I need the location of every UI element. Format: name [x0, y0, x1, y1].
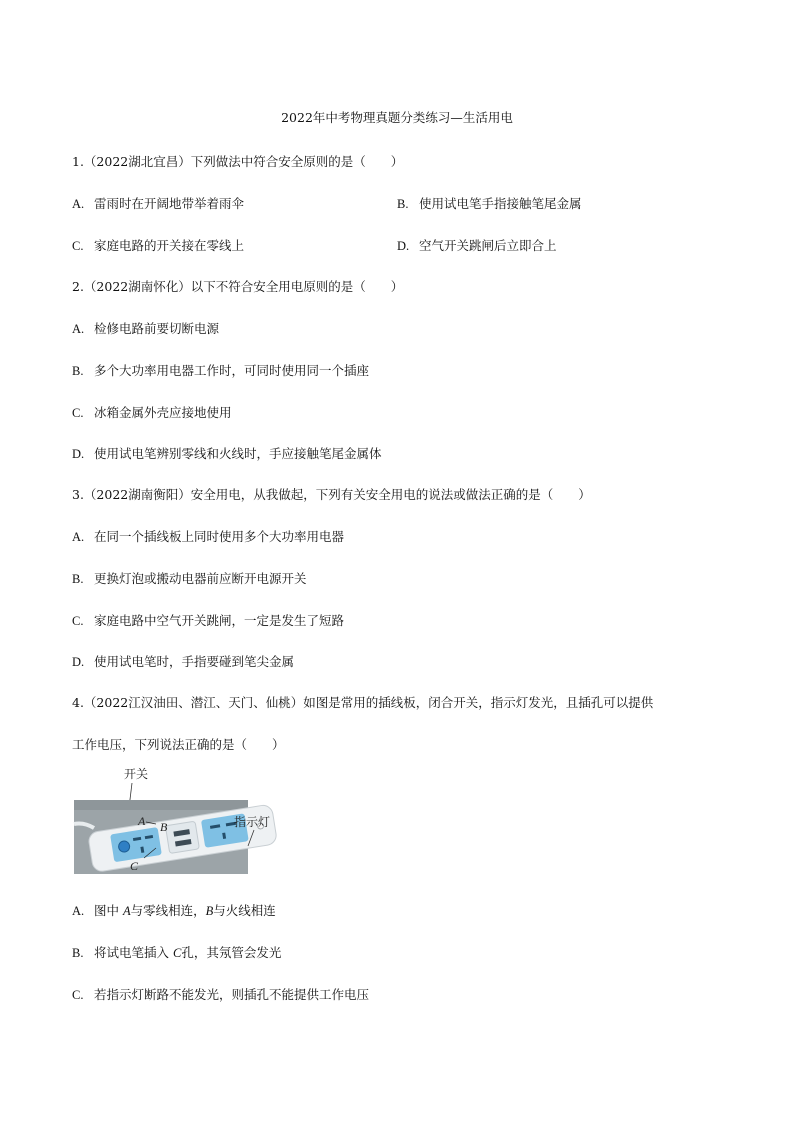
q1-option-a [72, 194, 244, 212]
option-label: A. [72, 322, 85, 336]
option-label: A. [72, 197, 85, 211]
option-text: 空气开关跳闸后立即合上 [419, 238, 557, 253]
option-label: D. [72, 655, 85, 669]
option-text: 使用试电笔手指接触笔尾金属 [419, 196, 582, 211]
label-b: B [160, 820, 168, 834]
option-label: C. [72, 406, 84, 420]
socket-group-2 [165, 821, 199, 853]
option-label: B. [397, 197, 409, 211]
photo-shadow [74, 800, 248, 810]
q1-option-b [397, 194, 582, 212]
option-text-pre: 将试电笔插入 [94, 945, 173, 960]
q2-option-b [72, 361, 369, 379]
option-text: 家庭电路中空气开关跳闸，一定是发生了短路 [94, 613, 345, 628]
q3-option-c [72, 611, 344, 629]
question-3-stem: 3.（2022湖南衡阳）安全用电，从我做起，下列有关安全用电的说法或做法正确的是（ ） [72, 487, 591, 502]
q3-option-d [72, 652, 294, 670]
option-text: 雷雨时在开阔地带举着雨伞 [94, 196, 245, 211]
q2-option-a [72, 319, 219, 337]
option-text: 检修电路前要切断电源 [94, 321, 220, 336]
label-c: C [130, 859, 139, 873]
label-a: A [138, 814, 146, 828]
option-label: A. [72, 530, 85, 544]
option-text: 使用试电笔时，手指要碰到笔尖金属 [94, 654, 295, 669]
option-label: D. [397, 239, 410, 253]
option-text-pre: 图中 [94, 903, 123, 918]
q2-option-d [72, 444, 382, 462]
option-text: 使用试电笔辨别零线和火线时，手应接触笔尾金属体 [94, 446, 382, 461]
q4-option-a [72, 901, 276, 919]
option-text-post: 与火线相连 [213, 903, 276, 918]
option-text: 更换灯泡或搬动电器前应断开电源开关 [94, 571, 307, 586]
page-title: 2022年中考物理真题分类练习—生活用电 [281, 110, 513, 125]
question-4-stem-line-2: 工作电压，下列说法正确的是（ ） [72, 737, 285, 752]
q3-option-b [72, 569, 307, 587]
option-text: 冰箱金属外壳应接地使用 [94, 405, 232, 420]
switch-label: 开关 [124, 767, 149, 781]
question-4-stem-line-1: 4.（2022江汉油田、潜江、天门、仙桃）如图是常用的插线板，闭合开关，指示灯发光，且插孔可以提供 [72, 695, 654, 710]
var-b: B [205, 904, 214, 918]
question-2-stem: 2.（2022湖南怀化）以下不符合安全用电原则的是（ ） [72, 279, 404, 294]
option-label: B. [72, 572, 84, 586]
option-label: A. [72, 904, 85, 918]
var-a: A [122, 904, 131, 918]
q4-option-c [72, 985, 369, 1003]
indicator-label: 指示灯 [234, 815, 271, 829]
q4-option-b [72, 943, 281, 961]
q3-option-a [72, 527, 344, 545]
power-strip-figure [72, 762, 282, 880]
option-text: 多个大功率用电器工作时，可同时使用同一个插座 [94, 363, 370, 378]
option-text: 家庭电路的开关接在零线上 [94, 238, 245, 253]
option-label: C. [72, 239, 84, 253]
option-text-post: 孔，其氖管会发光 [181, 945, 282, 960]
q1-option-d [397, 236, 557, 254]
option-text-mid: 与零线相连， [130, 903, 206, 918]
option-label: C. [72, 988, 84, 1002]
q2-option-c [72, 403, 232, 421]
var-c: C [172, 946, 182, 960]
option-text: 在同一个插线板上同时使用多个大功率用电器 [94, 529, 345, 544]
option-label: B. [72, 946, 84, 960]
q1-option-c [72, 236, 244, 254]
option-text: 若指示灯断路不能发光，则插孔不能提供工作电压 [94, 987, 370, 1002]
question-1-stem: 1.（2022湖北宜昌）下列做法中符合安全原则的是（ ） [72, 154, 404, 169]
option-label: D. [72, 447, 85, 461]
option-label: C. [72, 614, 84, 628]
option-label: B. [72, 364, 84, 378]
